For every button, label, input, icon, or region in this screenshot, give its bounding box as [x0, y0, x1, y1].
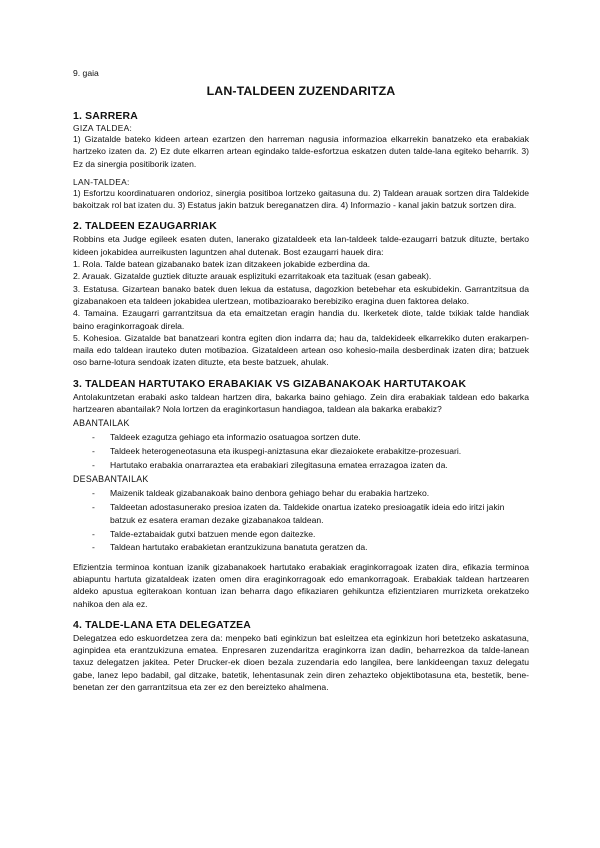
list-item: - Taldeek ezagutza gehiago eta informazio osatuagoa sortzen dute. [92, 432, 361, 443]
giza-taldea-label: GIZA TALDEA: [73, 123, 133, 133]
dash-bullet: - [92, 502, 95, 513]
dash-bullet: - [92, 460, 95, 471]
document-title: LAN-TALDEEN ZUZENDARITZA [206, 84, 396, 98]
topic-label: 9. gaia [73, 68, 99, 78]
list-item: - Maizenik taldeak gizabanakoak baino denbora gehiago behar du erabakia hartzeko. [92, 488, 430, 499]
giza-taldea-text: 1) Gizatalde bateko kideen artean ezartzen den harreman nagusia informazioa elkarrekin banatzeko eta erabakiak hartzeko izaten da. 2) Ez dute elkarren artean egindako talde-esfortzua eskatzen duten talde-lana egiteko beharrik. 3) Ez da sinergia positiborik izaten. [73, 134, 529, 169]
dash-bullet: - [92, 528, 95, 539]
section-heading: 3. TALDEAN HARTUTAKO ERABAKIAK VS GIZABANAKOAK HARTUTAKOAK [73, 378, 467, 390]
characteristic-item: 5. Kohesioa. Gizatalde bat banatzeari kontra egiten dion indarra da; hau da, taldekideek elkarrekiko duten erakarpen-maila edo taldean irauteko duten motibazioa. Gizataldeen artean oso kohesio-maila desberdinak izaten dira; batzuek oso barne-lotura sendoak izaten dituzte, eta beste batzuek, ahulak. [73, 332, 529, 368]
list-item: - Hartutako erabakia onarraraztea eta erabakiari zilegitasuna ematea errazagoa izaten da. [92, 460, 448, 471]
section-heading: 1. SARRERA [73, 111, 138, 122]
characteristic-item: 3. Estatusa. Gizartean banako batek duen lekua da estatusa, dagozkion betebehar eta eskubidekin. Garrantzitsua da gizabanakoen eta taldeen jokabidea ulertzean, motibazioarako berebiziko eragina duen faktorea delako. [73, 283, 529, 306]
section-heading: 2. TALDEEN EZAUGARRIAK [73, 221, 217, 233]
list-item: - Taldeetan adostasunerako presioa izaten da. Taldekide onartua izateko presioagatik ideia edo iritzi jakin batzuk ez esatera eraman dezake gizabanakoa taldean. [92, 502, 505, 525]
list-item: - Taldeek heterogeneotasuna eta ikuspegi-aniztasuna ekar diezaiokete erabakitze-prozesuari. [92, 446, 462, 457]
section-heading: 4. TALDE-LANA ETA DELEGATZEA [73, 619, 251, 631]
dash-bullet: - [92, 432, 95, 443]
lan-taldea-text: 1) Esfortzu koordinatuaren ondorioz, sinergia positiboa lortzeko gaitasuna du. 2) Taldean arauak sortzen dira Taldekide bakoitzak rol bat izaten du. 3) Estatus jakin batzuk bereganatzen dira. 4) Informazio - kanal jakin batzuk sortzen dira. [73, 187, 529, 211]
characteristic-item: 4. Tamaina. Ezaugarri garrantzitsua da eta emaitzetan eragin handia du. Ikerketek diote, talde txikiak talde handiak baino eraginkorragoak direla. [73, 308, 529, 331]
document-page [73, 68, 529, 703]
characteristic-item: 2. Arauak. Gizatalde guztiek dituzte arauak esplizituki ezarritakoak eta tazituak (esan gabeak). [73, 271, 432, 282]
characteristic-item: 1. Rola. Talde batean gizabanako batek izan ditzakeen jokabide ezberdina da. [73, 259, 371, 270]
section-characteristics [73, 221, 529, 368]
section-delegation [73, 620, 529, 693]
section-decisions [73, 379, 529, 610]
disadvantages-list [73, 487, 529, 553]
disadvantages-label: DESABANTAILAK [73, 474, 149, 485]
advantages-label: ABANTAILAK [73, 418, 130, 429]
delegation-text: Delegatzea edo eskuordetzea zera da: menpeko bati eginkizun bat esleitzea eta eginkizun hori betetzeko askatasuna, aginpidea eta erantzukizuna ematea. Enpresaren zuzendaritza eraginkorra izan dadin, beharrezkoa da talde-lanean taxuz delegatzen jakitea. Peter Drucker-ek dioen bezala zuzendaria edo langilea, bere lankideengan taxuz delegatu gabe, lanez lepo badabil, gal ditzake, batetik, lehentasunak zein diren zehazteko objektibotasuna eta, bestetik, bene-benetan zer den garrantzitsua eta zer ez den bereizteko ahalmena. [73, 632, 529, 693]
dash-bullet: - [92, 542, 95, 553]
advantages-list [73, 431, 529, 471]
dash-bullet: - [92, 446, 95, 457]
lan-taldea-label: LAN-TALDEA: [73, 176, 130, 187]
characteristics-intro: Robbins eta Judge egileek esaten duten, lanerako gizataldeek eta lan-taldeek talde-ezaugarri batzuk dituzte, bertako kideen jokabidea aurreikusten laguntzen ahal dutenak. Bost ezaugarri hauek dira: [73, 234, 529, 257]
dash-bullet: - [92, 488, 95, 499]
decisions-closing: Efizientzia terminoa kontuan izanik gizabanakoek hartutako erabakiak eraginkorragoak izaten dira, efikazia terminoa abiapuntu hartuta gizataldeak izaten omen dira eraginkorragoak edo emankorragoak. Erabakiak taldean hartzearen aldeko apustua egiterakoan kontuan izan beharra dago efikaziaren gehikuntza efizientziaren murrizketa orekatzeko nahikoa den ala ez. [73, 561, 529, 609]
section-introduction [73, 111, 529, 211]
list-item: - Talde-eztabaidak gutxi batzuen mende egon daitezke. [92, 528, 316, 539]
list-item: - Taldean hartutako erabakietan erantzukizuna banatuta geratzen da. [92, 542, 368, 553]
decisions-intro: Antolakuntzetan erabaki asko taldean hartzen dira, bakarka baino gehiago. Zein dira erabakiak taldean edo bakarka hartzearen abantailak? Nola lortzen da eraginkortasun handiagoa, taldean ala bakarka erabakiz? [73, 391, 529, 415]
